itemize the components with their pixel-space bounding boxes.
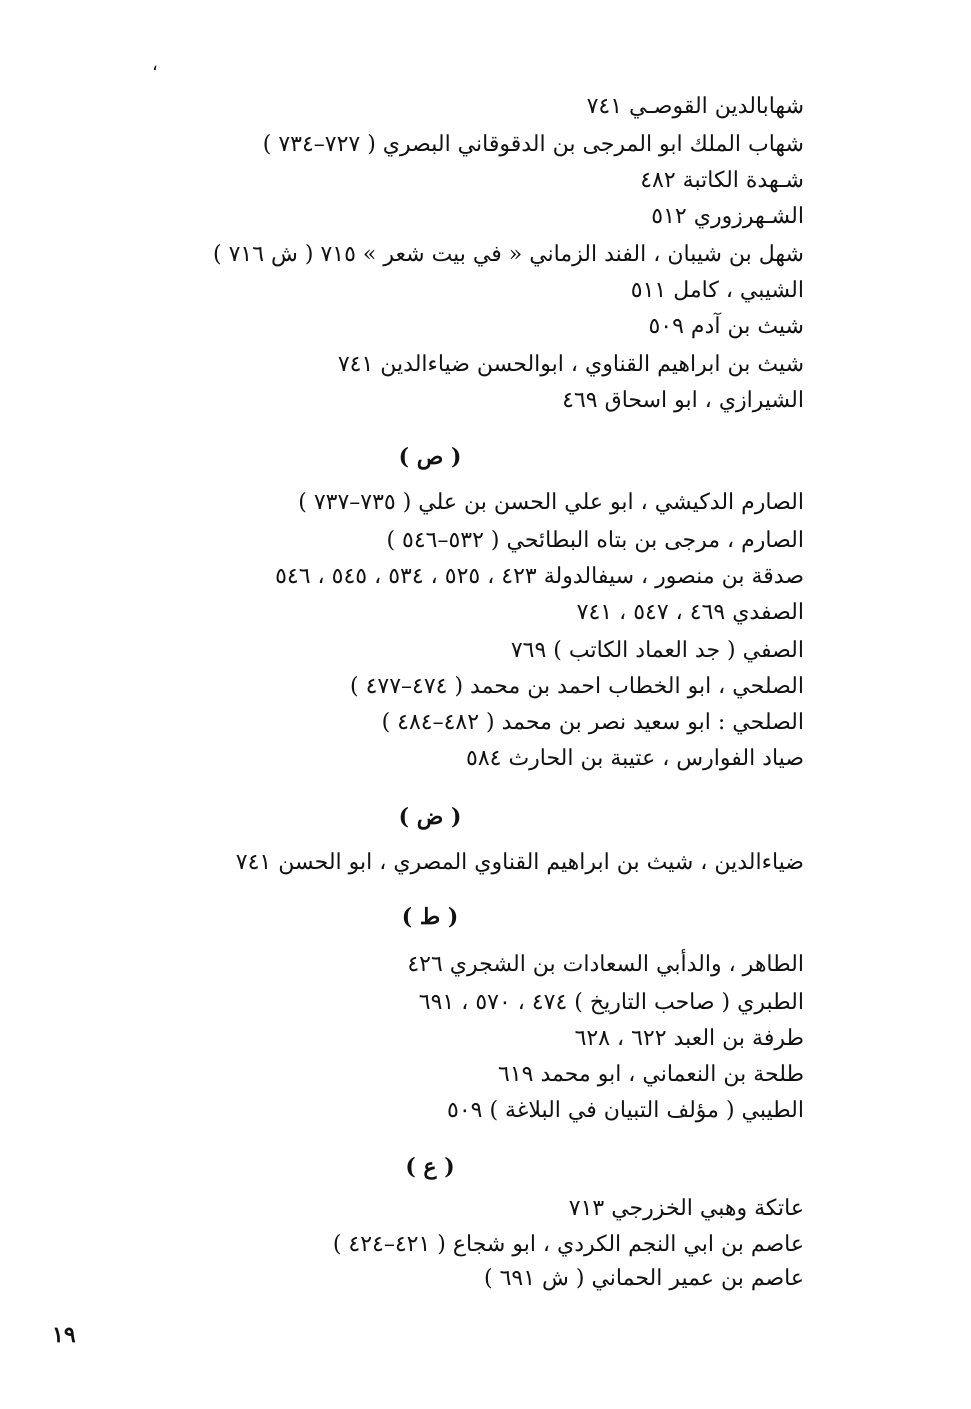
index-entry: ضياءالدين ، شيث بن ابراهيم القناوي المصري ، ابو الحسن ٧٤١ [235,850,804,875]
section-heading-ain: ( ع ) [405,1154,455,1180]
index-entry: طلحة بن النعماني ، ابو محمد ٦١٩ [498,1062,804,1087]
index-entry: الطاهر ، والدأبي السعادات بن الشجري ٤٢٦ [407,952,804,977]
index-entry: الصلحي ، ابو الخطاب احمد بن محمد ( ٤٧٤–٤٧٧ ) [349,674,804,699]
index-entry: الصلحي : ابو سعيد نصر بن محمد ( ٤٨٢–٤٨٤ ) [381,710,804,735]
index-entry: عاصم بن عمير الحماني ( ش ٦٩١ ) [484,1266,804,1291]
page-number: ١٩ [52,1322,76,1348]
index-entry: عاتكة وهبي الخزرجي ٧١٣ [568,1196,804,1221]
index-entry: عاصم بن ابي النجم الكردي ، ابو شجاع ( ٤٢١–٤٢٤ ) [332,1232,804,1257]
index-entry: صدقة بن منصور ، سيفالدولة ٤٢٣ ، ٥٢٥ ، ٥٣٤ ، ٥٤٥ ، ٥٤٦ [275,564,804,589]
index-entry: طرفة بن العبد ٦٢٢ ، ٦٢٨ [574,1026,804,1051]
index-entry: صياد الفوارس ، عتيبة بن الحارث ٥٨٤ [466,746,804,771]
index-entry: شهاب الملك ابو المرجى بن الدقوقاني البصري ( ٧٢٧–٧٣٤ ) [262,132,804,157]
section-heading-sad: ( ص ) [398,444,462,470]
section-heading-dad: ( ض ) [398,804,462,830]
top-mark: ، [152,54,158,75]
index-entry: شـهدة الكاتبة ٤٨٢ [640,168,804,193]
index-entry: الصفي ( جد العماد الكاتب ) ٧٦٩ [510,638,804,663]
index-entry: شيث بن آدم ٥٠٩ [648,314,804,339]
section-heading-ta: ( ط ) [401,904,459,930]
index-entry: الشـهرزوري ٥١٢ [651,204,804,229]
index-entry: شهابالدين القوصـي ٧٤١ [586,94,804,119]
index-entry: الطيبي ( مؤلف التبيان في البلاغة ) ٥٠٩ [447,1098,804,1123]
index-entry: الشيرازي ، ابو اسحاق ٤٦٩ [562,388,804,413]
index-entry: شيث بن ابراهيم القناوي ، ابوالحسن ضياءالدين ٧٤١ [337,352,804,377]
index-entry: الصارم ، مرجى بن بتاه البطائحي ( ٥٣٢–٥٤٦ ) [386,528,804,553]
index-entry: الطبري ( صاحب التاريخ ) ٤٧٤ ، ٥٧٠ ، ٦٩١ [418,990,804,1015]
index-entry: شهل بن شيبان ، الفند الزماني « في بيت شعر » ٧١٥ ( ش ٧١٦ ) [213,242,804,267]
index-entry: الصفدي ٤٦٩ ، ٥٤٧ ، ٧٤١ [576,600,804,625]
index-entry: الصارم الدكيشي ، ابو علي الحسن بن علي ( ٧٣٥–٧٣٧ ) [298,490,804,515]
index-entry: الشيبي ، كامل ٥١١ [630,278,804,303]
